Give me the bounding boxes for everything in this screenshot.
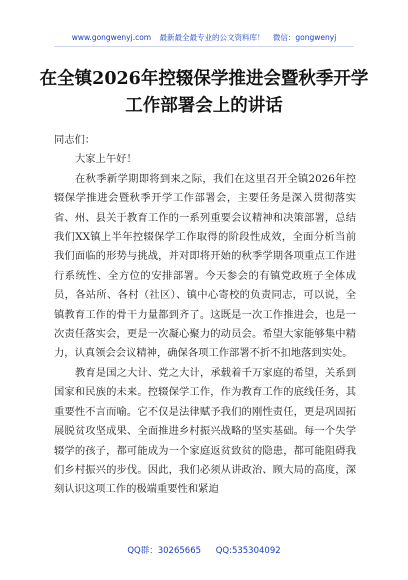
- body-paragraph: 在秋季新学期即将到来之际，我们在这里召开全镇2026年控辍保学推进会暨秋季开学工作部署会，主要任务是深入贯彻落实省、州、县关于教育工作的一系列重要会议精神和决策部署，总结我们XX镇上半年控辍保学工作取得的阶段性成效，全面分析当前我们面临的形势与挑战，并对即将开始的秋季学期各项重点工作进行系统性、全方位的安排部署。今天参会的有镇党政班子全体成员，各站所、各村（社区）、镇中心寄校的负责同志，可以说，全镇教育工作的骨干力量都到齐了。这既是一次工作推进会，也是一次责任落实会，更是一次凝心聚力的动员会。希望大家能够集中精力，认真领会会议精神，确保各项工作部署不折不扣地落到实处。: [54, 172, 356, 360]
- footer-contact: [0, 544, 408, 556]
- header-banner: [0, 32, 408, 43]
- salutation: 同志们：: [54, 134, 96, 146]
- footer-qq-group: QQ群：30265665: [127, 546, 202, 556]
- title-line-1: 在全镇2026年控辍保学推进会暨秋季开学: [39, 69, 369, 89]
- footer-qq: QQ:535304092: [215, 546, 281, 556]
- title-line-2: 工作部署会上的讲话: [125, 96, 283, 116]
- header-wechat: 微信：gongwenyj: [272, 33, 337, 42]
- body-paragraph: 教育是国之大计、党之大计，承载着千万家庭的希望，关系到国家和民族的未来。控辍保学工作，作为教育工作的底线任务，其重要性不言而喻。它不仅是法律赋予我们的刚性责任，更是巩固拓展脱贫攻坚成果、全面推进乡村振兴战略的坚实基础。每一个失学辍学的孩子，都可能成为一个家庭返贫致贫的隐患，都可能阻碍我们乡村振兴的步伐。因此，我们必须从讲政治、顾大局的高度，深刻认识这项工作的极端重要性和紧迫: [54, 366, 356, 496]
- document-body: [54, 131, 356, 500]
- greeting: 大家上午好！: [75, 153, 137, 166]
- header-site-link[interactable]: www.gongwenyj.com: [71, 33, 152, 42]
- document-title: [30, 66, 378, 120]
- header-divider: [54, 46, 354, 47]
- header-slogan: 最新最全最专业的公文资料库！: [159, 33, 265, 42]
